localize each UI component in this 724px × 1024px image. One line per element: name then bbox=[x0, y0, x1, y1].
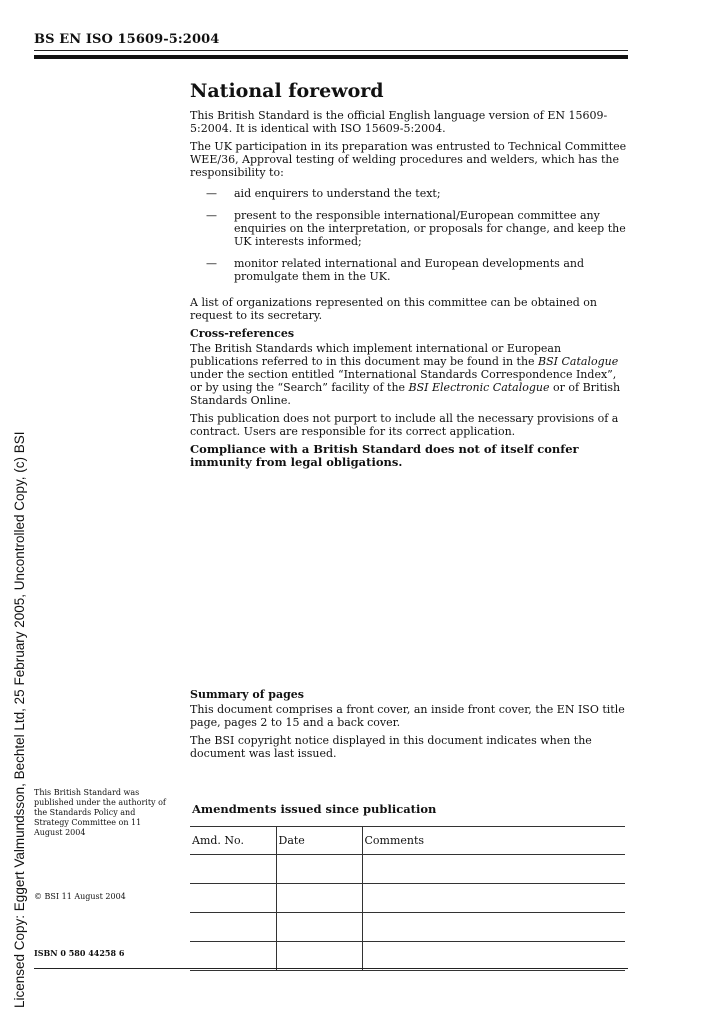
responsibility-list bbox=[190, 187, 630, 283]
cross-references-paragraph: The British Standards which implement international or European publications referred to in this document may be found in the BSI Catalogue under the section entitled “International Standards Correspondence Index”, or by using the “Search” facility of the BSI Electronic Catalogue or of British Standards Online. bbox=[190, 342, 621, 407]
cell bbox=[190, 913, 276, 942]
table-row bbox=[190, 942, 625, 971]
amendments-table bbox=[190, 826, 625, 971]
copyright-notice-paragraph: The BSI copyright notice displayed in this document indicates when the document was last issued. bbox=[190, 734, 592, 760]
table-header-row bbox=[190, 827, 625, 855]
dash-bullet: — bbox=[206, 187, 217, 200]
table-row bbox=[190, 855, 625, 884]
license-watermark: Licensed Copy: Eggert Valmundsson, Bechtel Ltd, 25 February 2005, Uncontrolled Copy, (c) BSI bbox=[12, 431, 27, 1008]
table-row bbox=[190, 884, 625, 913]
summary-heading: Summary of pages bbox=[190, 688, 304, 701]
col-amd-no: Amd. No. bbox=[190, 827, 276, 855]
footer-rule bbox=[34, 968, 628, 969]
document-header: BS EN ISO 15609-5:2004 bbox=[34, 32, 220, 47]
cell bbox=[276, 942, 362, 971]
table-row bbox=[190, 913, 625, 942]
bsi-electronic-catalogue-ref: BSI Electronic Catalogue bbox=[408, 381, 550, 394]
cell bbox=[362, 913, 625, 942]
isbn: ISBN 0 580 44258 6 bbox=[34, 948, 125, 958]
cross-references-heading: Cross-references bbox=[190, 327, 295, 340]
publication-authority: This British Standard was published under the authority of the Standards Policy and Strategy Committee on 11 August 2004 bbox=[34, 788, 166, 837]
cell bbox=[276, 855, 362, 884]
cell bbox=[362, 855, 625, 884]
cell bbox=[190, 855, 276, 884]
list-item bbox=[190, 257, 630, 283]
cell bbox=[276, 884, 362, 913]
list-item bbox=[190, 187, 630, 200]
compliance-statement: Compliance with a British Standard does not of itself confer immunity from legal obligations. bbox=[190, 442, 579, 469]
cell bbox=[362, 884, 625, 913]
header-rule-thick bbox=[34, 55, 628, 59]
cell bbox=[190, 884, 276, 913]
committee-list-paragraph: A list of organizations represented on this committee can be obtained on request to its secretary. bbox=[190, 296, 597, 322]
cell bbox=[362, 942, 625, 971]
list-item-text: present to the responsible international/European committee any enquiries on the interpretation, or proposals for change, and keep the UK interests informed; bbox=[234, 209, 626, 248]
header-rule-thin bbox=[34, 50, 628, 51]
col-date: Date bbox=[276, 827, 362, 855]
dash-bullet: — bbox=[206, 209, 217, 222]
national-foreword bbox=[190, 80, 630, 474]
cell bbox=[276, 913, 362, 942]
page-title: National foreword bbox=[190, 80, 384, 102]
participation-paragraph: The UK participation in its preparation was entrusted to Technical Committee WEE/36, Approval testing of welding procedures and welders, which has the responsibility to: bbox=[190, 140, 627, 179]
intro-paragraph: This British Standard is the official English language version of EN 15609-5:2004. It is identical with ISO 15609-5:2004. bbox=[190, 109, 608, 135]
summary-of-pages bbox=[190, 688, 650, 765]
cell bbox=[190, 942, 276, 971]
col-comments: Comments bbox=[362, 827, 625, 855]
list-item-text: monitor related international and European developments and promulgate them in the UK. bbox=[234, 257, 585, 283]
amendments-title: Amendments issued since publication bbox=[192, 802, 437, 816]
dash-bullet: — bbox=[206, 257, 217, 270]
list-item-text: aid enquirers to understand the text; bbox=[234, 187, 441, 200]
provisions-paragraph: This publication does not purport to include all the necessary provisions of a contract. Users are responsible for its correct application. bbox=[190, 412, 619, 438]
list-item bbox=[190, 209, 630, 248]
bsi-catalogue-ref: BSI Catalogue bbox=[538, 355, 619, 368]
summary-paragraph: This document comprises a front cover, an inside front cover, the EN ISO title page, pages 2 to 15 and a back cover. bbox=[190, 703, 625, 729]
copyright-line: © BSI 11 August 2004 bbox=[34, 892, 126, 901]
